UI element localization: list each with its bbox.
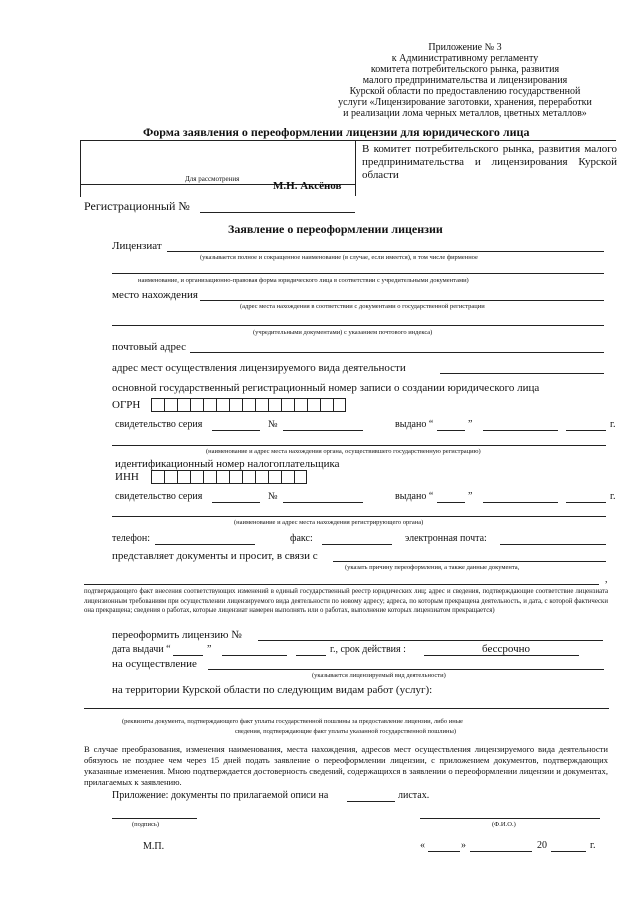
license-number-field[interactable] [258,640,603,641]
issued-label: выдано “ [395,491,434,502]
reason-field-2[interactable] [84,584,599,585]
tax-org-field[interactable] [112,516,606,517]
reissue-label: переоформить лицензию № [112,629,242,641]
certificate-label: свидетельство серия [115,491,203,502]
works-field[interactable] [84,708,609,709]
territory-label: на территории Курской области по следующим видам работ (услуг): [112,684,433,696]
comma: , [605,574,608,585]
inn-full-label: идентификационный номер налогоплательщика [115,458,340,470]
ogrn-full-label: основной государственный регистрационный номер записи о создании юридического лица [112,382,540,394]
location-label: место нахождения [112,289,198,301]
caption: (указывается полное и сокращенное наименование (в случае, если имеется), в том числе фирменное [200,254,478,261]
cert2-year-field[interactable] [566,502,606,503]
signature-field[interactable] [112,818,197,819]
form-title: Форма заявления о переоформлении лицензии для юридического лица [143,125,530,139]
licensee-field[interactable] [167,251,604,252]
inn-label: ИНН [115,471,139,483]
year-suffix: г. [610,419,616,430]
fax-field[interactable] [322,544,392,545]
issue-date-label: дата выдачи “ [112,644,171,655]
issue-month-field[interactable] [222,655,287,656]
attachment-label: Приложение: документы по прилагаемой описи на [112,790,329,801]
fio-field[interactable] [420,818,600,819]
number-sign: № [268,491,278,502]
issue-year-field[interactable] [296,655,326,656]
cert-day-field[interactable] [437,430,465,431]
validity-label: г., срок действия : [330,644,406,655]
phone-field[interactable] [155,544,255,545]
caption: (указывается лицензируемый вид деятельности) [312,672,446,679]
email-field[interactable] [500,544,606,545]
cert-number-field[interactable] [283,430,363,431]
quote-close: ” [468,491,473,502]
activity-address-field[interactable] [440,373,604,374]
year-suffix: г. [610,491,616,502]
appendix-line: и реализации лома черных металлов, цветных металлов» [343,108,587,119]
number-sign: № [268,419,278,430]
cert2-month-field[interactable] [483,502,558,503]
appendix-line: к Административному регламенту [391,53,539,64]
phone-label: телефон: [112,533,150,544]
postal-field[interactable] [190,352,604,353]
cert-series-field[interactable] [212,430,260,431]
validity-field[interactable] [424,655,579,656]
caption: наименование, и организационно-правовая форма юридического лица в соответствии с учредительными документами) [138,277,469,284]
appendix-line: услуги «Лицензирование заготовки, хранения, переработки [338,97,592,108]
appendix-line: Курской области по предоставлению государственной [349,86,581,97]
application-heading: Заявление о переоформлении лицензии [228,222,443,236]
reg-number-label: Регистрационный № [84,199,190,213]
date-mid: » [461,840,466,851]
for-review-label: Для рассмотрения [185,175,240,183]
caption: (наименование и адрес места нахождения органа, осуществившего государственную регистрацию) [206,448,481,455]
certificate-label: свидетельство серия [115,419,203,430]
signature-caption: (подпись) [132,821,159,828]
activity-label: на осуществление [112,658,197,670]
date-g: г. [590,840,596,851]
cert-month-field[interactable] [483,430,558,431]
cert2-series-field[interactable] [212,502,260,503]
ogrn-cells[interactable] [151,398,346,412]
sheets-label: листах. [398,790,430,801]
quote-close: ” [468,419,473,430]
caption: сведения, подтверждающие факт уплаты указанной государственной пошлины) [235,728,457,735]
cert-year-field[interactable] [566,430,606,431]
issue-day-field[interactable] [173,655,203,656]
cert2-day-field[interactable] [437,502,465,503]
obligation-text: В случае преобразования, изменения наименования, места нахождения, адресов мест осуществления лицензируемого вида деятельности обязуюсь не позднее чем через 15 дней подать заявление о переоформлении лицензии, с приложением документов, подтверждающих указанные изменения. Мною подтверждается достоверность сведений, содержащихся в заявлении о переоформлении лицензии и документах, прилагаемых к заявлению. [84,744,608,787]
date-open: « [420,840,425,851]
fax-label: факс: [290,533,313,544]
activity-address-label: адрес мест осуществления лицензируемого вида деятельности [112,362,406,374]
location-field-2[interactable] [112,325,604,326]
caption: (наименование и адрес места нахождения регистрирующего органа) [234,519,424,526]
licensee-field-2[interactable] [112,273,604,274]
sign-month-field[interactable] [470,851,532,852]
appendix-line: Приложение № 3 [428,42,502,53]
committee-address: В комитет потребительского рынка, развития малого предпринимательства и лицензирования Курской области [362,143,617,181]
licensee-label: Лицензиат [112,240,162,252]
email-label: электронная почта: [405,533,487,544]
date-year: 20 [537,840,547,851]
caption: (указать причину переоформления, а также данные документа, [345,564,520,571]
submits-label: представляет документы и просит, в связи с [112,550,318,562]
reviewer-name: М.Н. Аксёнов [273,180,342,192]
appendix-line: малого предпринимательства и лицензирования [362,75,568,86]
reason-field[interactable] [333,561,606,562]
appendix-line: комитета потребительского рынка, развития [370,64,560,75]
reg-org-field[interactable] [112,445,606,446]
reason-explanation: подтверждающего факт внесения соответствующих изменений в единый государственный реестр юридических лиц; адрес и сведения, подтверждающие соответствие лицензиата лицензионным требованиям при осуществлении лицензируемого вида деятельности по новому адресу; адреса, по которым прекращена деятельность, и дата, с которой фактически она прекращена; сведения о работах, которые лицензиат намерен выполнять или о работах, выполнение которых лицензиатом прекращается) [84,588,608,614]
stamp-label: М.П. [143,841,165,852]
sign-year-field[interactable] [551,851,586,852]
validity-value: бессрочно [482,643,531,655]
caption: (учредительными документами) с указанием почтового индекса) [253,329,433,336]
sign-day-field[interactable] [428,851,460,852]
activity-field[interactable] [208,669,604,670]
appendix-header [330,42,600,119]
ogrn-label: ОГРН [112,399,141,411]
postal-label: почтовый адрес [112,341,187,353]
caption: (реквизиты документа, подтверждающего факт уплаты государственной пошлины за предоставление лицензии, либо иные [122,718,463,725]
reg-number-field[interactable] [200,212,355,213]
location-field[interactable] [200,300,604,301]
inn-cells[interactable] [151,470,307,484]
fio-caption: (Ф.И.О.) [492,821,516,828]
caption: (адрес места нахождения в соответствии с документами о государственной регистрации [240,303,485,310]
issued-label: выдано “ [395,419,434,430]
cert2-number-field[interactable] [283,502,363,503]
quote-close: ” [207,644,212,655]
box-divider [355,140,356,196]
sheets-field[interactable] [347,801,395,802]
